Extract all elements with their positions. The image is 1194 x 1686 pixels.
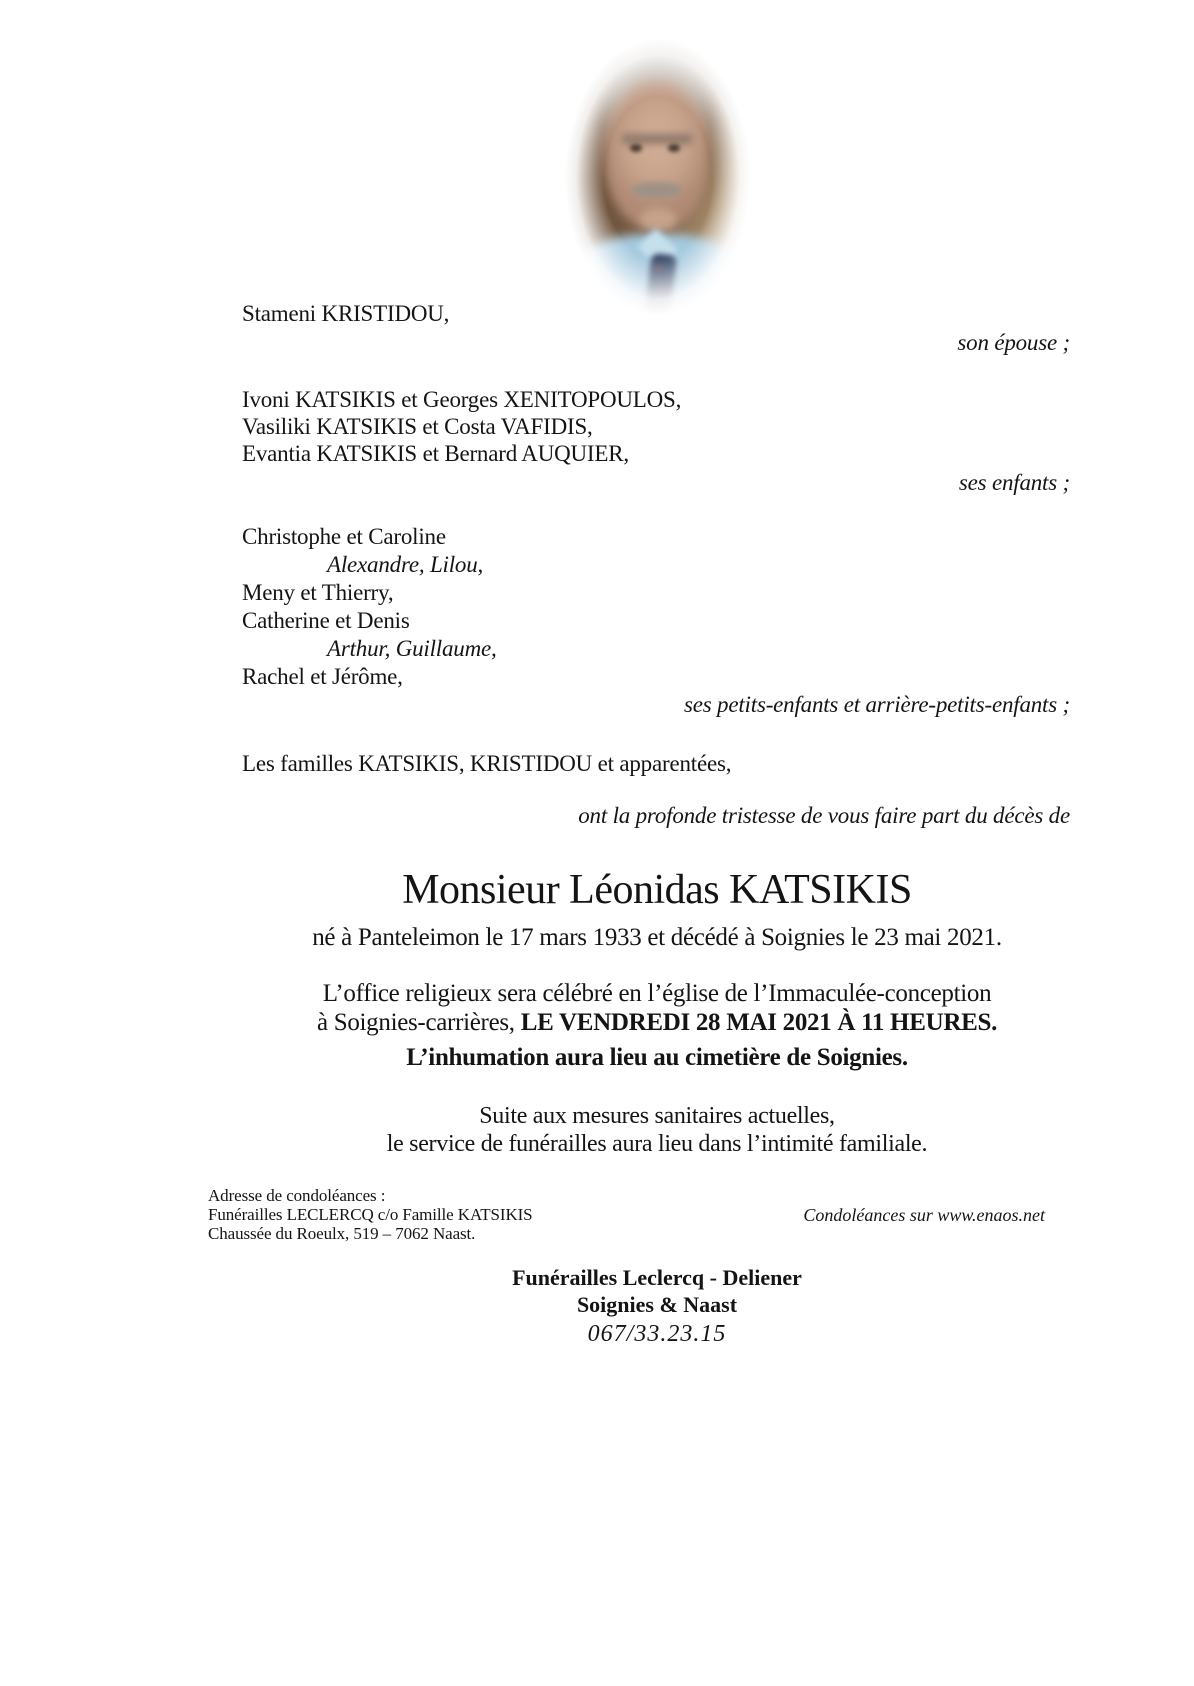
- grandchild-line: Christophe et Caroline: [242, 524, 446, 549]
- funeral-home-block: [130, 1264, 1184, 1318]
- covid-line-1: Suite aux mesures sanitaires actuelles,: [479, 1103, 835, 1129]
- condolence-address-block: [208, 1186, 533, 1243]
- children-list: [242, 386, 681, 467]
- families-line: Les familles KATSIKIS, KRISTIDOU et apparentées,: [242, 751, 732, 776]
- office-bold-datetime: LE VENDREDI 28 MAI 2021 À 11 HEURES.: [520, 1009, 998, 1036]
- life-dates: né à Panteleimon le 17 mars 1933 et décédé à Soignies le 23 mai 2021.: [312, 924, 1002, 951]
- online-condolences-note: Condoléances sur www.enaos.net: [803, 1205, 1045, 1225]
- great-grandchild-line: Alexandre, Lilou,: [327, 552, 484, 577]
- covid-line-2: le service de funérailles aura lieu dans l’intimité familiale.: [386, 1131, 928, 1157]
- office-line-1: L’office religieux sera célébré en l’église de l’Immaculée-conception: [322, 980, 992, 1007]
- children-role-label: ses enfants ;: [958, 470, 1070, 495]
- condolence-address-line2: Chaussée du Roeulx, 519 – 7062 Naast.: [208, 1224, 476, 1243]
- child-line: Evantia KATSIKIS et Bernard AUQUIER,: [242, 441, 629, 466]
- funeral-home-locations: Soignies & Naast: [576, 1292, 738, 1317]
- office-line-2-prefix: à Soignies-carrières,: [316, 1009, 521, 1036]
- condolence-address-line1: Funérailles LECLERCQ c/o Famille KATSIKIS: [208, 1205, 533, 1224]
- spouse-name: Stameni KRISTIDOU,: [242, 301, 450, 326]
- grandchild-line: Rachel et Jérôme,: [242, 664, 403, 689]
- grandchildren-role-label: ses petits-enfants et arrière-petits-enfants ;: [684, 692, 1070, 717]
- child-line: Ivoni KATSIKIS et Georges XENITOPOULOS,: [242, 387, 682, 412]
- office-block: [130, 979, 1184, 1037]
- grandchild-line: Catherine et Denis: [242, 608, 410, 633]
- condolence-address-label: Adresse de condoléances :: [208, 1186, 386, 1205]
- portrait-photo: [556, 22, 760, 332]
- funeral-home-name: Funérailles Leclercq - Deliener: [512, 1265, 802, 1290]
- burial-line: L’inhumation aura lieu au cimetière de Soignies.: [406, 1044, 908, 1071]
- deceased-name-title: Monsieur Léonidas KATSIKIS: [402, 867, 912, 913]
- announcement-intro: ont la profonde tristesse de vous faire part du décès de: [578, 803, 1070, 828]
- great-grandchild-line: Arthur, Guillaume,: [327, 636, 497, 661]
- child-line: Vasiliki KATSIKIS et Costa VAFIDIS,: [242, 414, 593, 439]
- spouse-role-label: son épouse ;: [957, 330, 1070, 355]
- covid-block: [130, 1102, 1184, 1158]
- funeral-home-phone: 067/33.23.15: [587, 1321, 727, 1347]
- grandchild-line: Meny et Thierry,: [242, 580, 394, 605]
- office-line-2: [130, 1008, 1184, 1037]
- photo-vignette-fade: [550, 16, 766, 338]
- grandchildren-list: [242, 523, 497, 691]
